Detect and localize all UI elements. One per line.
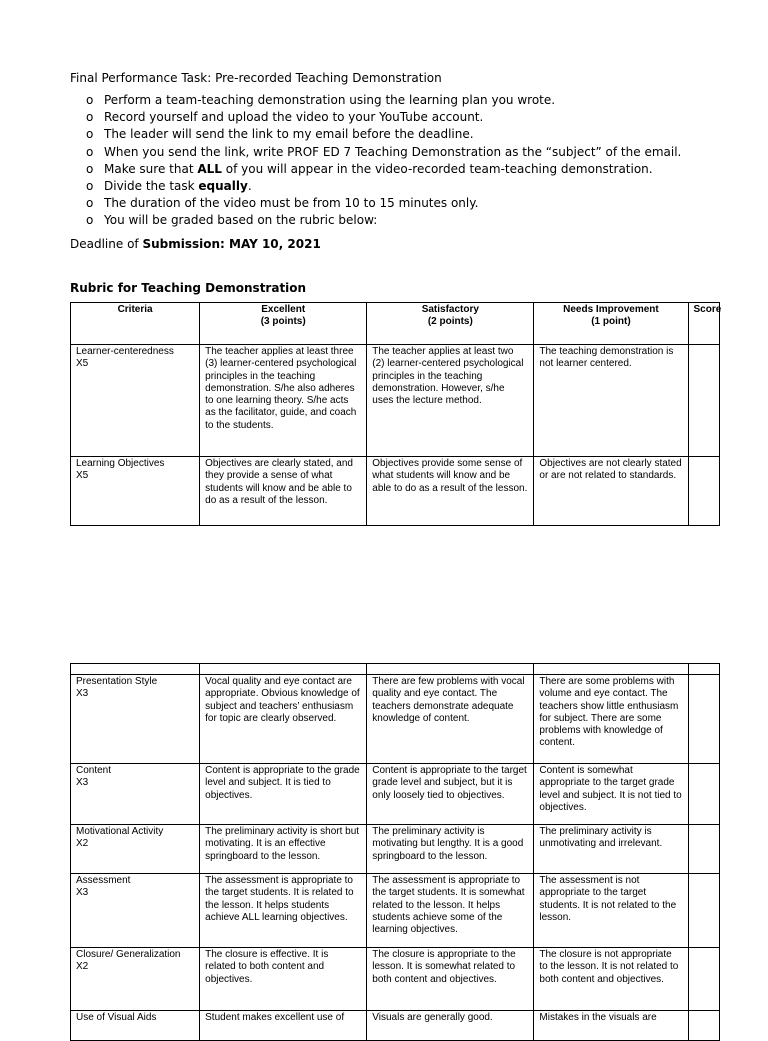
satisfactory-cell: The preliminary activity is motivating but lengthy. It is a good springboard to the lesson. bbox=[367, 825, 534, 874]
score-cell[interactable] bbox=[688, 345, 720, 457]
instruction-text: Perform a team-teaching demonstration using the learning plan you wrote. bbox=[104, 93, 556, 107]
bullet-marker: o bbox=[86, 213, 94, 228]
criteria-cell bbox=[71, 764, 200, 825]
criteria-name: Learning Objectives bbox=[76, 458, 165, 469]
rubric-row bbox=[71, 825, 720, 874]
criteria-name: Closure/ Generalization bbox=[76, 949, 181, 960]
instruction-item bbox=[86, 92, 681, 109]
instruction-item bbox=[86, 109, 681, 126]
excellent-cell: Content is appropriate to the grade level and subject. It is tied to objectives. bbox=[200, 764, 367, 825]
excellent-cell: The assessment is appropriate to the target students. It is related to the lesson. It helps students achieve ALL learning objectives. bbox=[200, 874, 367, 948]
criteria-cell bbox=[71, 874, 200, 948]
instruction-text: You will be graded based on the rubric below: bbox=[104, 213, 378, 228]
score-cell[interactable] bbox=[688, 675, 720, 764]
criteria-name: Content bbox=[76, 765, 112, 776]
instruction-list bbox=[86, 92, 681, 230]
instruction-text: The leader will send the link to my email before the deadline. bbox=[104, 127, 474, 142]
criteria-weight: X5 bbox=[76, 470, 89, 482]
deadline-date: Submission: MAY 10, 2021 bbox=[142, 237, 321, 251]
rubric-blank-row bbox=[71, 664, 720, 675]
needs-improvement-cell: The assessment is not appropriate to the target students. It is not related to the lesson. bbox=[534, 874, 688, 948]
bullet-marker: o bbox=[86, 110, 94, 125]
instruction-item bbox=[86, 126, 681, 143]
excellent-cell: The closure is effective. It is related to both content and objectives. bbox=[200, 948, 367, 1011]
needs-improvement-cell: The preliminary activity is unmotivating and irrelevant. bbox=[534, 825, 688, 874]
criteria-name: Presentation Style bbox=[76, 676, 158, 687]
criteria-cell bbox=[71, 948, 200, 1011]
criteria-name: Learner-centeredness bbox=[76, 346, 174, 357]
header-satisfactory-points: (2 points) bbox=[427, 316, 473, 328]
excellent-cell: Objectives are clearly stated, and they provide a sense of what students will know and be able to do as a result of the lesson. bbox=[200, 457, 367, 526]
rubric-row bbox=[71, 874, 720, 948]
criteria-weight: X3 bbox=[76, 777, 89, 789]
satisfactory-cell: Content is appropriate to the target grade level and subject, but it is only loosely tied to objectives. bbox=[367, 764, 534, 825]
needs-improvement-cell: The teaching demonstration is not learner centered. bbox=[534, 345, 688, 457]
criteria-weight: X5 bbox=[76, 358, 89, 370]
rubric-row bbox=[71, 1011, 720, 1041]
score-cell[interactable] bbox=[688, 825, 720, 874]
instruction-text: Record yourself and upload the video to your YouTube account. bbox=[104, 110, 484, 125]
excellent-cell: The preliminary activity is short but motivating. It is an effective springboard to the lesson. bbox=[200, 825, 367, 874]
instruction-text: The duration of the video must be from 10 to 15 minutes only. bbox=[104, 196, 479, 211]
header-criteria bbox=[71, 303, 200, 345]
rubric-row bbox=[71, 675, 720, 764]
instruction-item bbox=[86, 212, 681, 229]
rubric-table-continued bbox=[70, 663, 720, 1041]
instruction-text: When you send the link, write PROF ED 7 Teaching Demonstration as the “subject” of the email. bbox=[104, 144, 682, 159]
instruction-item bbox=[86, 195, 681, 212]
rubric-row bbox=[71, 948, 720, 1011]
instruction-item bbox=[86, 144, 681, 161]
score-cell[interactable] bbox=[688, 948, 720, 1011]
instruction-text: Divide the task bbox=[104, 178, 199, 193]
satisfactory-cell: There are few problems with vocal quality and eye contact. The teachers demonstrate adequate knowledge of content. bbox=[367, 675, 534, 764]
satisfactory-cell: Visuals are generally good. bbox=[367, 1011, 534, 1041]
deadline-prefix: Deadline of bbox=[70, 237, 143, 251]
bullet-marker: o bbox=[86, 144, 94, 159]
instruction-item bbox=[86, 178, 681, 195]
criteria-cell bbox=[71, 457, 200, 526]
instruction-text: of you will appear in the video-recorded team-teaching demonstration. bbox=[221, 161, 653, 176]
header-needs-improvement-points: (1 point) bbox=[591, 316, 631, 328]
excellent-cell: The teacher applies at least three (3) learner-centered psychological principles in the teaching demonstration. S/he also adheres to one learning theory. S/he acts as the facilitator, guide, and coach to the students. bbox=[200, 345, 367, 457]
criteria-weight: X3 bbox=[76, 887, 89, 899]
score-cell[interactable] bbox=[688, 1011, 720, 1041]
needs-improvement-cell: Content is somewhat appropriate to the target grade level and subject. It is not tied to objectives. bbox=[534, 764, 688, 825]
satisfactory-cell: The teacher applies at least two (2) learner-centered psychological principles in the teaching demonstration. However, s/he uses the lecture method. bbox=[367, 345, 534, 457]
needs-improvement-cell: The closure is not appropriate to the lesson. It is not related to both content and objectives. bbox=[534, 948, 688, 1011]
criteria-cell bbox=[71, 675, 200, 764]
header-satisfactory-label: Satisfactory bbox=[421, 304, 479, 315]
header-excellent-points: (3 points) bbox=[260, 316, 306, 328]
instruction-text: Make sure that bbox=[104, 161, 198, 176]
criteria-weight: X2 bbox=[76, 961, 89, 973]
header-excellent bbox=[200, 303, 367, 345]
score-cell[interactable] bbox=[688, 764, 720, 825]
criteria-cell bbox=[71, 825, 200, 874]
rubric-row bbox=[71, 345, 720, 457]
criteria-cell bbox=[71, 1011, 200, 1041]
bullet-marker: o bbox=[86, 127, 94, 142]
bullet-marker: o bbox=[86, 178, 94, 193]
deadline-line bbox=[70, 237, 321, 251]
header-score bbox=[688, 303, 720, 345]
criteria-name: Use of Visual Aids bbox=[76, 1012, 157, 1023]
criteria-weight: X2 bbox=[76, 838, 89, 850]
needs-improvement-cell: Mistakes in the visuals are bbox=[534, 1011, 688, 1041]
rubric-title: Rubric for Teaching Demonstration bbox=[70, 281, 307, 295]
score-cell[interactable] bbox=[688, 457, 720, 526]
header-satisfactory bbox=[367, 303, 534, 345]
score-cell[interactable] bbox=[688, 874, 720, 948]
header-score-label: Score bbox=[693, 304, 722, 315]
criteria-name: Assessment bbox=[76, 875, 131, 886]
rubric-row bbox=[71, 457, 720, 526]
bullet-marker: o bbox=[86, 161, 94, 176]
excellent-cell: Vocal quality and eye contact are appropriate. Obvious knowledge of subject and teachers’ enthusiasm for topic are clearly observed. bbox=[200, 675, 367, 764]
rubric-header-row bbox=[71, 303, 720, 345]
instruction-text: . bbox=[247, 178, 252, 193]
satisfactory-cell: The assessment is appropriate to the target students. It is somewhat related to the lesson. It helps students achieve some of the learning objectives. bbox=[367, 874, 534, 948]
excellent-cell: Student makes excellent use of bbox=[200, 1011, 367, 1041]
needs-improvement-cell: There are some problems with volume and eye contact. The teachers show little enthusiasm for subject. There are some problems with knowledge of content. bbox=[534, 675, 688, 764]
needs-improvement-cell: Objectives are not clearly stated or are not related to standards. bbox=[534, 457, 688, 526]
header-criteria-label: Criteria bbox=[117, 304, 153, 315]
criteria-name: Motivational Activity bbox=[76, 826, 164, 837]
criteria-cell bbox=[71, 345, 200, 457]
satisfactory-cell: Objectives provide some sense of what students will know and be able to do as a result of the lesson. bbox=[367, 457, 534, 526]
instruction-item bbox=[86, 161, 681, 178]
header-needs-improvement-label: Needs Improvement bbox=[563, 304, 659, 315]
criteria-weight: X3 bbox=[76, 688, 89, 700]
instruction-emphasis: equally bbox=[198, 178, 248, 193]
header-needs-improvement bbox=[534, 303, 688, 345]
rubric-table bbox=[70, 302, 720, 526]
rubric-row bbox=[71, 764, 720, 825]
header-excellent-label: Excellent bbox=[261, 304, 306, 315]
bullet-marker: o bbox=[86, 196, 94, 211]
task-title: Final Performance Task: Pre-recorded Teaching Demonstration bbox=[70, 71, 442, 85]
instruction-emphasis: ALL bbox=[197, 161, 222, 176]
bullet-marker: o bbox=[86, 93, 94, 107]
satisfactory-cell: The closure is appropriate to the lesson. It is somewhat related to both content and objectives. bbox=[367, 948, 534, 1011]
